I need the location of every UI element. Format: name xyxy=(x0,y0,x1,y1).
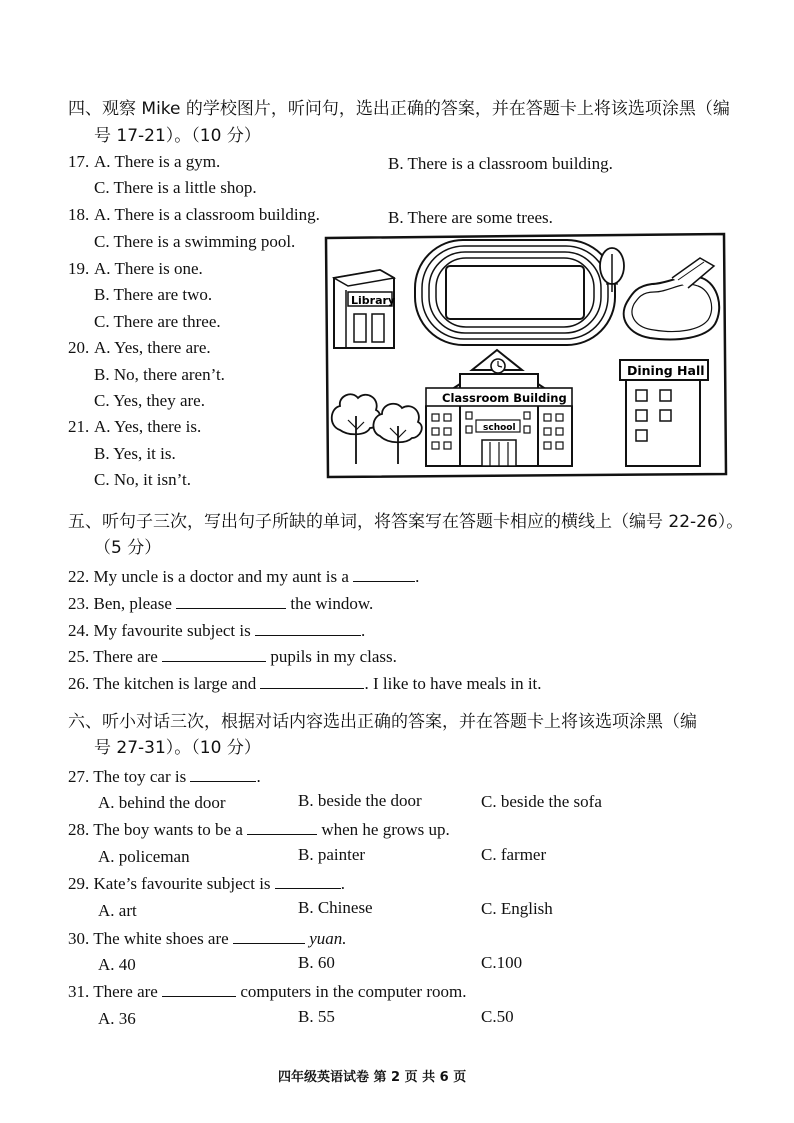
q28-option-a: A. policeman xyxy=(98,847,190,866)
question-19-number: 19. xyxy=(68,259,90,278)
classroom-building-label: Classroom Building xyxy=(442,391,567,405)
q25-answer-blank[interactable] xyxy=(162,646,266,662)
page-footer: 四年级英语试卷 第 2 页 共 6 页 xyxy=(278,1070,467,1085)
q31-answer-blank xyxy=(162,981,236,997)
question-21-number: 21. xyxy=(68,417,90,436)
q30-option-b: B. 60 xyxy=(298,953,335,972)
q17-option-c: C. There is a little shop. xyxy=(94,178,257,197)
question-17-number: 17. xyxy=(68,152,90,171)
library-building xyxy=(334,270,395,348)
q31-option-a: A. 36 xyxy=(98,1009,136,1028)
q29-option-b: B. Chinese xyxy=(298,898,373,917)
question-30: 30. The white shoes are yuan. xyxy=(68,929,347,948)
q26-answer-blank[interactable] xyxy=(260,673,364,689)
q30-answer-blank xyxy=(233,928,305,944)
q18-option-b: B. There are some trees. xyxy=(388,208,553,227)
q20-option-a: A. Yes, there are. xyxy=(94,338,211,357)
q24-answer-blank[interactable] xyxy=(255,620,361,636)
section5-title-line1: 五、听句子三次，写出句子所缺的单词，将答案写在答题卡相应的横线上（编号 22-26）。 xyxy=(68,512,744,532)
question-28: 28. The boy wants to be a when he grows up. xyxy=(68,820,450,839)
question-27: 27. The toy car is . xyxy=(68,767,261,786)
question-31: 31. There are computers in the computer room. xyxy=(68,982,467,1001)
question-20-number: 20. xyxy=(68,338,90,357)
school-label: school xyxy=(483,423,516,433)
q18-option-a: A. There is a classroom building. xyxy=(94,205,320,224)
q31-option-c: C.50 xyxy=(481,1007,514,1026)
q21-option-b: B. Yes, it is. xyxy=(94,444,176,463)
question-22: 22. My uncle is a doctor and my aunt is a . xyxy=(68,567,420,586)
q19-option-b: B. There are two. xyxy=(94,285,213,304)
q28-option-b: B. painter xyxy=(298,845,366,864)
q27-option-c: C. beside the sofa xyxy=(481,792,602,811)
q17-option-b: B. There is a classroom building. xyxy=(388,154,613,173)
q29-answer-blank xyxy=(275,873,341,889)
question-25: 25. There are pupils in my class. xyxy=(68,647,397,666)
q28-answer-blank xyxy=(247,819,317,835)
running-track xyxy=(415,240,615,345)
question-24: 24. My favourite subject is . xyxy=(68,621,366,640)
section6-title-line2: 号 27-31）。（10 分） xyxy=(94,738,261,758)
q22-answer-blank[interactable] xyxy=(353,566,415,582)
question-23: 23. Ben, please the window. xyxy=(68,594,374,613)
q27-option-a: A. behind the door xyxy=(98,793,226,812)
question-18-number: 18. xyxy=(68,205,90,224)
q20-option-c: C. Yes, they are. xyxy=(94,391,205,410)
dining-hall xyxy=(620,360,708,466)
q29-option-a: A. art xyxy=(98,901,137,920)
q30-option-a: A. 40 xyxy=(98,955,136,974)
q21-option-c: C. No, it isn’t. xyxy=(94,470,191,489)
q30-option-c: C.100 xyxy=(481,953,523,972)
q29-option-c: C. English xyxy=(481,899,553,918)
section6-title-line1: 六、听小对话三次，根据对话内容选出正确的答案，并在答题卡上将该选项涂黑（编 xyxy=(68,712,697,732)
section4-title-line2: 号 17-21）。（10 分） xyxy=(94,126,261,146)
library-label: Library xyxy=(351,294,396,307)
q23-answer-blank[interactable] xyxy=(176,593,286,609)
q19-option-c: C. There are three. xyxy=(94,312,221,331)
q22-text-before: My uncle is a doctor and my aunt is a xyxy=(93,567,349,586)
q20-option-b: B. No, there aren’t. xyxy=(94,365,225,384)
school-picture xyxy=(322,230,728,480)
section4-title-line1: 四、观察 Mike 的学校图片，听问句，选出正确的答案，并在答题卡上将该选项涂黑（编 xyxy=(68,99,730,119)
q21-option-a: A. Yes, there is. xyxy=(94,417,202,436)
q17-option-a: A. There is a gym. xyxy=(94,152,221,171)
q27-option-b: B. beside the door xyxy=(298,791,422,810)
q27-answer-blank xyxy=(190,766,256,782)
q19-option-a: A. There is one. xyxy=(94,259,203,278)
dining-hall-label: Dining Hall xyxy=(627,363,705,378)
q28-option-c: C. farmer xyxy=(481,845,547,864)
q18-option-c: C. There is a swimming pool. xyxy=(94,232,296,251)
question-29: 29. Kate’s favourite subject is . xyxy=(68,874,346,893)
section5-title-line2: （5 分） xyxy=(94,538,162,558)
question-26: 26. The kitchen is large and . I like to have meals in it. xyxy=(68,674,542,693)
q31-option-b: B. 55 xyxy=(298,1007,335,1026)
